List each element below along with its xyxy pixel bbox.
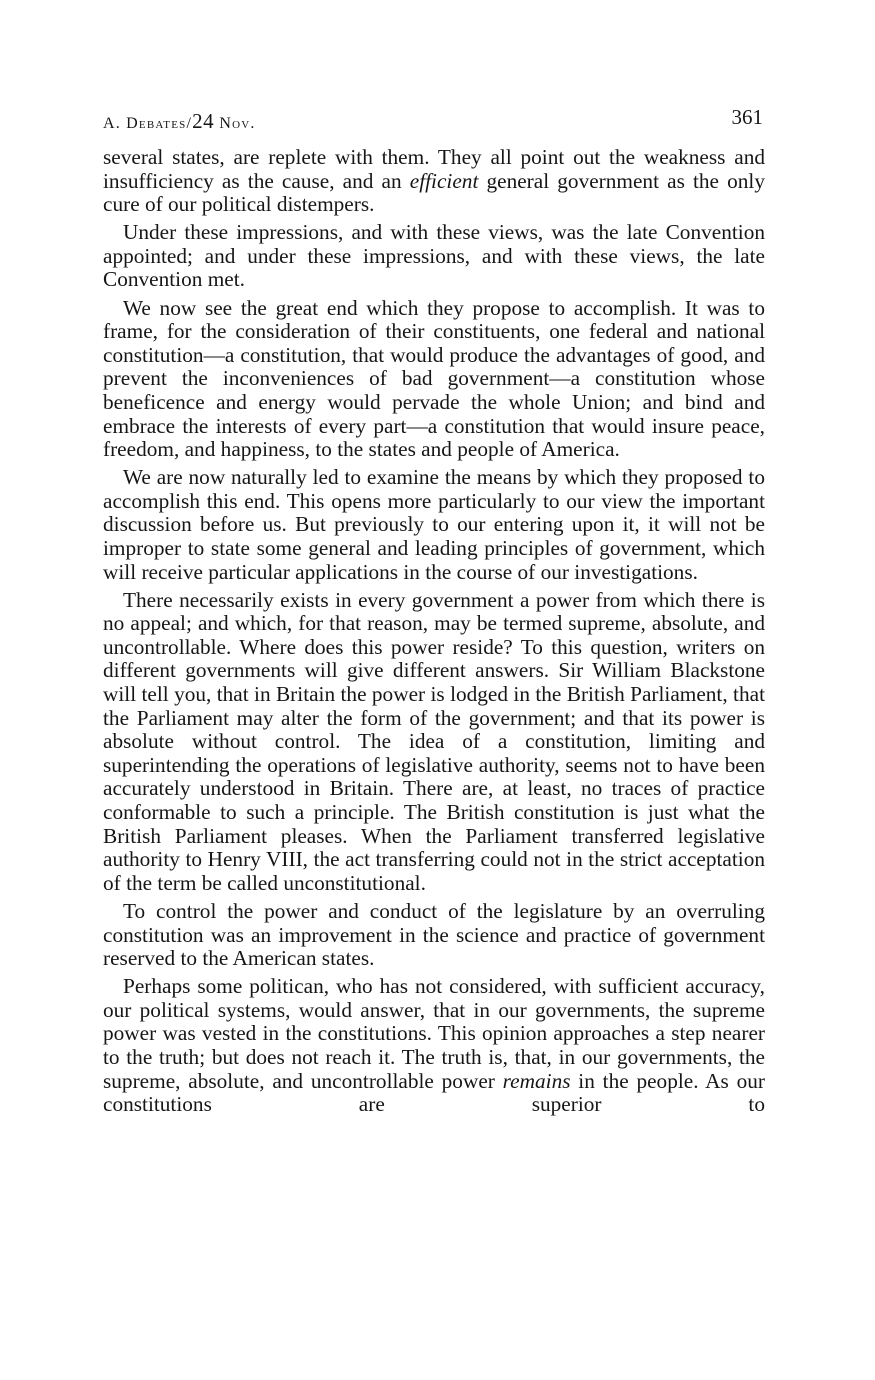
body-text xyxy=(103,146,765,1121)
paragraph: We are now naturally led to examine the means by which they proposed to accomplish this end. This opens more particularly to our view the important discussion before us. But previously to our entering upon it, it will not be improper to state some general and leading principles of government, which will receive particular applications in the course of our investigations. xyxy=(103,465,765,584)
paragraph: There necessarily exists in every government a power from which there is no appeal; and which, for that reason, may be termed supreme, absolute, and uncontrollable. Where does this power reside? To this question, writers on different governments will give different answers. Sir William Blackstone will tell you, that in Britain the power is lodged in the British Parliament, that the Parliament may alter the form of the government; and that its power is absolute without control. The idea of a constitution, limiting and superintending the operations of legislative authority, seems not to have been accurately understood in Britain. There are, at least, no traces of practice conformable to such a principle. The British constitution is just what the British Parliament pleases. When the Parliament transferred legislative authority to Henry VIII, the act transferring could not in the strict acceptation of the term be called unconstitutional. xyxy=(103,587,765,895)
running-head-title xyxy=(103,109,256,134)
date-number: 24 xyxy=(192,109,215,133)
section-letter: A. xyxy=(103,115,121,132)
date-month: Nov. xyxy=(219,115,256,132)
page-number: 361 xyxy=(731,105,763,129)
emphasized-text: remains xyxy=(502,1068,571,1093)
paragraph: several states, are replete with them. They all point out the weakness and insufficiency as the cause, and an efficient general government as the only cure of our political distempers. xyxy=(103,145,765,217)
paragraph: To control the power and conduct of the legislature by an overruling constitution was an improvement in the science and practice of government reserved to the American states. xyxy=(103,898,765,971)
paragraph: Perhaps some politican, who has not considered, with sufficient accuracy, our political systems, would answer, that in our governments, the supreme power was vested in the constitutions. This opinion approaches a step nearer to the truth; but does not reach it. The truth is, that, in our governments, the supreme, absolute, and uncontrollable power remains in the people. As our constitutions are superior to xyxy=(103,974,765,1117)
paragraph: We now see the great end which they propose to accomplish. It was to frame, for the consideration of their constituents, one federal and national constitution—a constitution, that would produce the advantages of good, and prevent the inconveniences of bad government—a constitution whose beneficence and energy would pervade the whole Union; and bind and embrace the interests of every part—a constitution that would insure peace, freedom, and happiness, to the states and people of America. xyxy=(103,295,765,462)
section-title: Debates/ xyxy=(126,115,193,132)
emphasized-text: efficient xyxy=(409,168,479,193)
paragraph: Under these impressions, and with these views, was the late Convention appointed; and under these impressions, and with these views, the late Convention met. xyxy=(103,220,765,292)
running-head xyxy=(103,105,765,133)
